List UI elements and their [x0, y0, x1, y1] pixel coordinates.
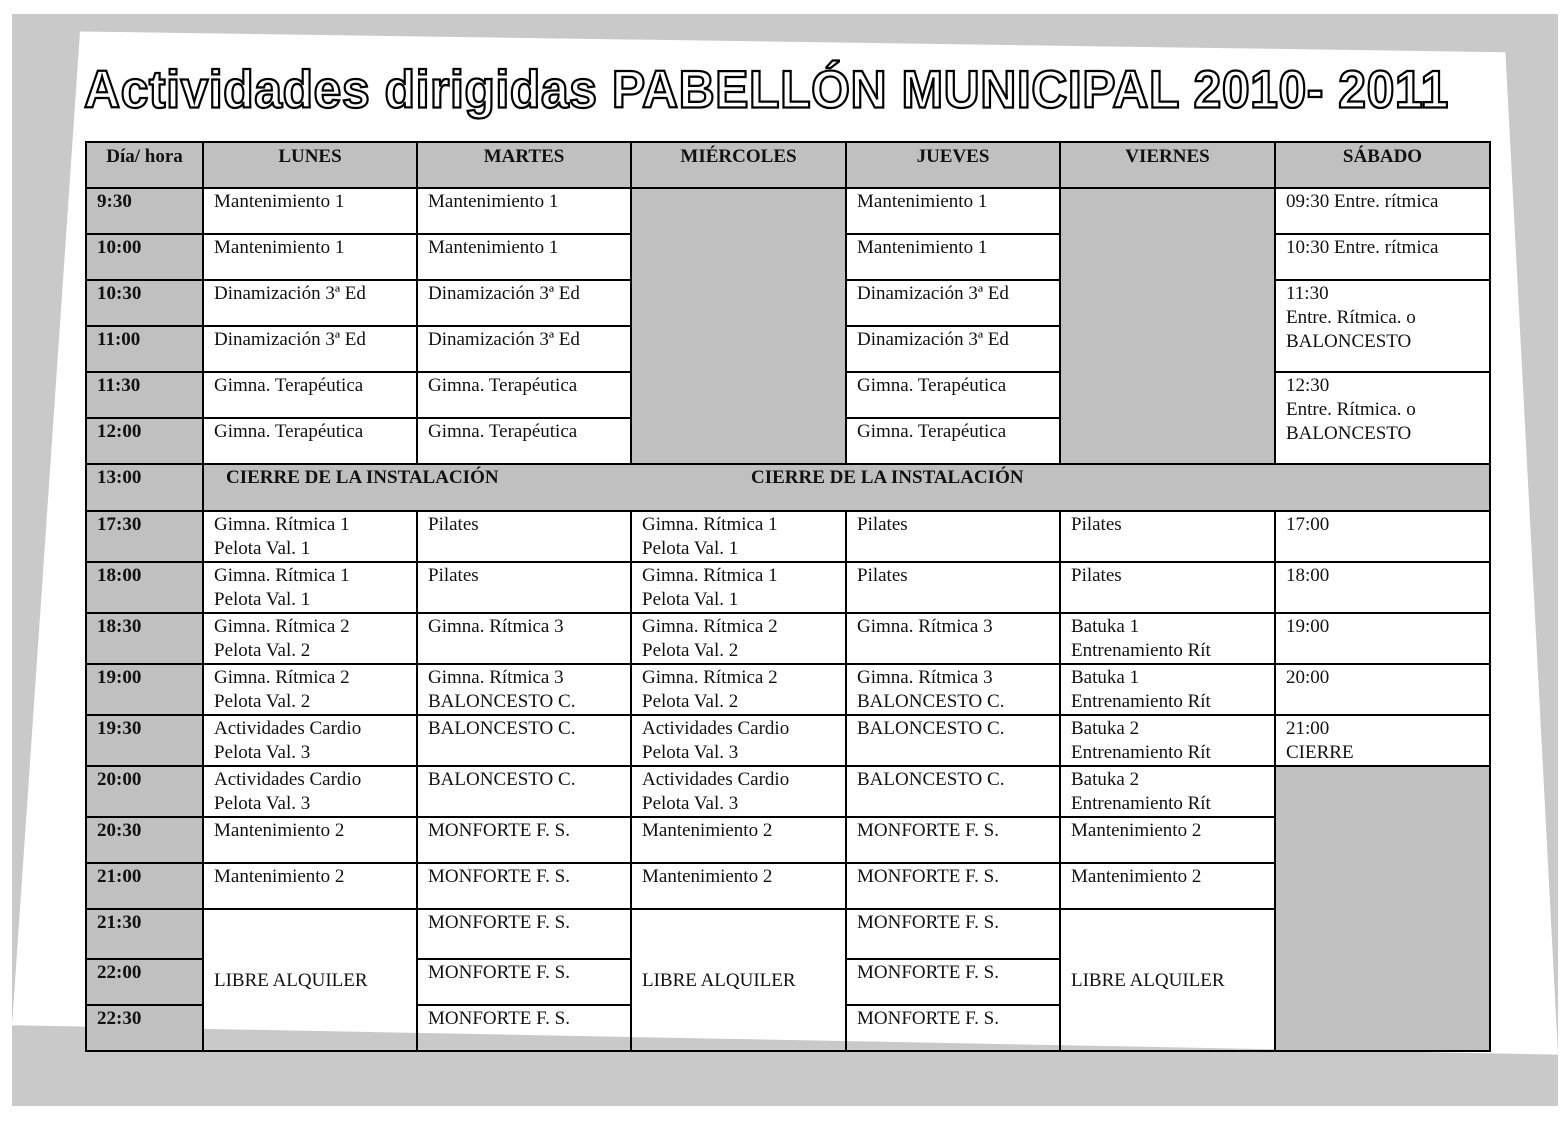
cell-text: Pilates	[857, 565, 908, 586]
table-row	[86, 511, 1490, 562]
schedule-cell	[631, 715, 846, 766]
cell-text: Actividades Cardio	[214, 769, 362, 790]
schedule-cell	[203, 715, 417, 766]
cell-text: 21:00	[1286, 718, 1330, 739]
schedule-cell	[631, 511, 846, 562]
schedule-table	[85, 141, 1491, 1052]
schedule-cell	[1275, 715, 1490, 766]
schedule-cell	[417, 511, 631, 562]
header-day	[1275, 142, 1490, 188]
time-cell	[86, 562, 203, 613]
schedule-cell	[203, 817, 417, 863]
cell-text: MONFORTE F. S.	[428, 962, 570, 983]
schedule-cell	[846, 562, 1060, 613]
cell-text: VIERNES	[1125, 146, 1210, 167]
cell-text: Pilates	[1071, 565, 1122, 586]
cell-text: MONFORTE F. S.	[857, 912, 999, 933]
libre-alquiler-cell	[203, 909, 417, 1051]
time-cell	[86, 372, 203, 418]
time-cell	[86, 418, 203, 464]
cell-text: Mantenimiento 1	[214, 191, 345, 212]
schedule-cell	[1060, 613, 1275, 664]
schedule-cell	[203, 613, 417, 664]
schedule-cell	[846, 715, 1060, 766]
cell-text: Gimna. Terapéutica	[214, 421, 364, 442]
cell-text: 11:30	[1286, 283, 1329, 304]
cell-text: Dinamización 3ª Ed	[428, 283, 580, 304]
cell-text: Gimna. Rítmica 2	[642, 616, 778, 637]
cell-text: 18:30	[97, 616, 142, 637]
cell-text: Gimna. Terapéutica	[428, 375, 578, 396]
closed-block	[1060, 188, 1275, 464]
schedule-cell	[203, 372, 417, 418]
cell-text: Gimna. Rítmica 1	[214, 565, 350, 586]
cell-text: Actividades Cardio	[642, 769, 790, 790]
cell-text: 19:00	[97, 667, 142, 688]
schedule-cell	[1060, 766, 1275, 817]
schedule-cell	[1060, 562, 1275, 613]
cell-text: 11:30	[97, 375, 141, 396]
schedule-cell	[417, 766, 631, 817]
schedule-cell	[1060, 715, 1275, 766]
schedule-cell	[417, 372, 631, 418]
cell-text: Pelota Val. 2	[214, 691, 311, 712]
cell-text: 09:30 Entre. rítmica	[1286, 191, 1439, 212]
schedule-cell	[846, 909, 1060, 959]
cell-text: 19:30	[97, 718, 142, 739]
cell-text: Mantenimiento 1	[428, 237, 559, 258]
schedule-cell	[631, 863, 846, 909]
cell-text: LIBRE ALQUILER	[1071, 969, 1225, 991]
cell-text: Entrenamiento Rít	[1071, 640, 1211, 661]
cell-text: 22:00	[97, 962, 142, 983]
schedule-cell	[417, 863, 631, 909]
cell-text: MARTES	[483, 146, 565, 167]
cell-text: SÁBADO	[1342, 146, 1423, 167]
cell-text: LIBRE ALQUILER	[214, 969, 368, 991]
schedule-cell	[1275, 613, 1490, 664]
schedule-cell	[417, 613, 631, 664]
time-cell	[86, 464, 203, 511]
header-day	[846, 142, 1060, 188]
time-cell	[86, 715, 203, 766]
cell-text: Entre. Rítmica. o	[1286, 399, 1416, 420]
schedule-cell	[846, 863, 1060, 909]
cell-text: Pelota Val. 1	[214, 538, 311, 559]
schedule-cell	[1060, 511, 1275, 562]
cell-text: 11:00	[97, 329, 141, 350]
schedule-cell	[1275, 188, 1490, 234]
cell-text: 21:30	[97, 912, 142, 933]
time-cell	[86, 817, 203, 863]
cell-text: Entre. Rítmica. o	[1286, 307, 1416, 328]
schedule-cell	[417, 234, 631, 280]
schedule-cell	[846, 959, 1060, 1005]
schedule-cell	[631, 613, 846, 664]
time-cell	[86, 326, 203, 372]
cell-text: 17:30	[97, 514, 142, 535]
cell-text: BALONCESTO C.	[428, 769, 576, 790]
cell-text: Gimna. Rítmica 2	[642, 667, 778, 688]
cell-text: Pilates	[428, 514, 479, 535]
cell-text: Dinamización 3ª Ed	[214, 329, 366, 350]
time-cell	[86, 1005, 203, 1051]
schedule-cell	[417, 959, 631, 1005]
libre-alquiler-cell	[631, 909, 846, 1051]
schedule-cell	[846, 188, 1060, 234]
cell-text: Batuka 1	[1071, 667, 1140, 688]
cell-text: BALONCESTO	[1286, 331, 1412, 352]
cell-text: 19:00	[1286, 616, 1330, 637]
time-cell	[86, 511, 203, 562]
time-cell	[86, 909, 203, 959]
cell-text: Pilates	[857, 514, 908, 535]
cell-text: MONFORTE F. S.	[857, 820, 999, 841]
cell-text: 12:00	[97, 421, 142, 442]
schedule-cell	[203, 326, 417, 372]
cell-text: Entrenamiento Rít	[1071, 742, 1211, 763]
cell-text: BALONCESTO C.	[857, 718, 1005, 739]
cell-text: Gimna. Terapéutica	[857, 421, 1007, 442]
cell-text: Mantenimiento 2	[1071, 866, 1202, 887]
cell-text: Gimna. Rítmica 3	[857, 616, 993, 637]
time-cell	[86, 188, 203, 234]
cell-text: BALONCESTO C.	[428, 691, 576, 712]
cell-text: Pelota Val. 2	[642, 691, 739, 712]
cell-text: Gimna. Rítmica 3	[428, 667, 564, 688]
cell-text: Pilates	[1071, 514, 1122, 535]
schedule-cell	[417, 562, 631, 613]
cell-text: 12:30	[1286, 375, 1330, 396]
schedule-cell	[203, 766, 417, 817]
cell-text: Gimna. Terapéutica	[857, 375, 1007, 396]
cell-text: Mantenimiento 1	[428, 191, 559, 212]
cell-text: Pelota Val. 1	[214, 589, 311, 610]
table-row	[86, 664, 1490, 715]
schedule-cell	[1275, 372, 1490, 464]
cell-text: 17:00	[1286, 514, 1330, 535]
cell-text: Gimna. Rítmica 1	[214, 514, 350, 535]
time-cell	[86, 613, 203, 664]
cell-text: MONFORTE F. S.	[428, 820, 570, 841]
schedule-cell	[417, 817, 631, 863]
schedule-cell	[846, 234, 1060, 280]
schedule-cell	[631, 664, 846, 715]
cell-text: CIERRE	[1286, 742, 1354, 763]
closure-label: CIERRE DE LA INSTALACIÓN	[226, 467, 499, 488]
cell-text: 20:30	[97, 820, 142, 841]
table-row	[86, 613, 1490, 664]
libre-alquiler-cell	[1060, 909, 1275, 1051]
cell-text: MONFORTE F. S.	[428, 866, 570, 887]
table-row	[86, 715, 1490, 766]
schedule-cell	[203, 664, 417, 715]
time-cell	[86, 766, 203, 817]
cell-text: Batuka 2	[1071, 769, 1140, 790]
schedule-cell	[631, 766, 846, 817]
cell-text: Dinamización 3ª Ed	[428, 329, 580, 350]
schedule-cell	[1275, 562, 1490, 613]
cell-text: Mantenimiento 2	[642, 866, 773, 887]
cell-text: 18:00	[1286, 565, 1330, 586]
schedule-cell	[846, 664, 1060, 715]
schedule-cell	[846, 766, 1060, 817]
schedule-cell	[631, 562, 846, 613]
schedule-cell	[1060, 863, 1275, 909]
schedule-cell	[417, 280, 631, 326]
cell-text: Dinamización 3ª Ed	[857, 283, 1009, 304]
schedule-cell	[417, 188, 631, 234]
cell-text: Pelota Val. 1	[642, 589, 739, 610]
cell-text: Mantenimiento 2	[214, 866, 345, 887]
schedule-cell	[203, 511, 417, 562]
cell-text: 10:00	[97, 237, 142, 258]
page-title: Actividades dirigidas PABELLÓN MUNICIPAL 2010- 2011	[84, 60, 1449, 120]
schedule-cell	[1275, 664, 1490, 715]
cell-text: Pelota Val. 2	[642, 640, 739, 661]
time-cell	[86, 959, 203, 1005]
header-day	[203, 142, 417, 188]
schedule-cell	[846, 280, 1060, 326]
cell-text: LUNES	[278, 146, 342, 167]
cell-text: 22:30	[97, 1008, 142, 1029]
table-row	[86, 464, 1490, 511]
cell-text: Mantenimiento 2	[1071, 820, 1202, 841]
cell-text: Dinamización 3ª Ed	[857, 329, 1009, 350]
closed-block	[1275, 766, 1490, 1051]
schedule-cell	[1275, 234, 1490, 280]
cell-text: Gimna. Rítmica 1	[642, 565, 778, 586]
cell-text: MONFORTE F. S.	[857, 866, 999, 887]
cell-text: Pelota Val. 3	[214, 793, 311, 814]
header-day	[1060, 142, 1275, 188]
cell-text: Gimna. Terapéutica	[428, 421, 578, 442]
cell-text: 21:00	[97, 866, 142, 887]
closure-row	[203, 464, 1490, 511]
schedule-cell	[203, 418, 417, 464]
cell-text: BALONCESTO	[1286, 423, 1412, 444]
schedule-cell	[203, 863, 417, 909]
schedule-cell	[631, 817, 846, 863]
cell-text: Gimna. Rítmica 2	[214, 667, 350, 688]
cell-text: LIBRE ALQUILER	[642, 969, 796, 991]
schedule-cell	[203, 234, 417, 280]
cell-text: Gimna. Rítmica 1	[642, 514, 778, 535]
schedule-cell	[417, 1005, 631, 1051]
cell-text: Mantenimiento 2	[642, 820, 773, 841]
schedule-cell	[846, 326, 1060, 372]
schedule-cell	[1060, 664, 1275, 715]
schedule-cell	[417, 664, 631, 715]
schedule-cell	[417, 909, 631, 959]
cell-text: BALONCESTO C.	[857, 691, 1005, 712]
header-row	[86, 142, 1490, 188]
schedule-cell	[1275, 511, 1490, 562]
cell-text: Pelota Val. 3	[214, 742, 311, 763]
time-cell	[86, 664, 203, 715]
cell-text: Pelota Val. 3	[642, 793, 739, 814]
cell-text: Gimna. Rítmica 3	[857, 667, 993, 688]
schedule-cell	[846, 511, 1060, 562]
table-row	[86, 766, 1490, 817]
cell-text: Entrenamiento Rít	[1071, 691, 1211, 712]
cell-text: Entrenamiento Rít	[1071, 793, 1211, 814]
cell-text: BALONCESTO C.	[428, 718, 576, 739]
cell-text: Dinamización 3ª Ed	[214, 283, 366, 304]
closure-label: CIERRE DE LA INSTALACIÓN	[751, 467, 1024, 488]
cell-text: Actividades Cardio	[214, 718, 362, 739]
cell-text: MONFORTE F. S.	[857, 1008, 999, 1029]
table-row	[86, 562, 1490, 613]
cell-text: Gimna. Rítmica 3	[428, 616, 564, 637]
cell-text: 10:30	[97, 283, 142, 304]
cell-text: JUEVES	[916, 146, 990, 167]
cell-text: Pilates	[428, 565, 479, 586]
header-time	[86, 142, 203, 188]
cell-text: 20:00	[97, 769, 142, 790]
cell-text: 13:00	[97, 467, 142, 488]
schedule-cell	[1060, 817, 1275, 863]
cell-text: MONFORTE F. S.	[428, 1008, 570, 1029]
schedule-cell	[1275, 280, 1490, 372]
time-cell	[86, 280, 203, 326]
cell-text: Batuka 2	[1071, 718, 1140, 739]
cell-text: Mantenimiento 1	[857, 237, 988, 258]
cell-text: 20:00	[1286, 667, 1330, 688]
cell-text: 9:30	[97, 191, 132, 212]
cell-text: Gimna. Rítmica 2	[214, 616, 350, 637]
schedule-cell	[417, 715, 631, 766]
cell-text: Mantenimiento 1	[214, 237, 345, 258]
cell-text: Pelota Val. 2	[214, 640, 311, 661]
schedule-cell	[846, 817, 1060, 863]
table-row	[86, 188, 1490, 234]
schedule-cell	[846, 613, 1060, 664]
cell-text: 18:00	[97, 565, 142, 586]
schedule-cell	[846, 418, 1060, 464]
schedule-cell	[203, 280, 417, 326]
time-cell	[86, 234, 203, 280]
cell-text: 10:30 Entre. rítmica	[1286, 237, 1439, 258]
cell-text: Actividades Cardio	[642, 718, 790, 739]
schedule-cell	[203, 188, 417, 234]
schedule-cell	[203, 562, 417, 613]
cell-text: Batuka 1	[1071, 616, 1140, 637]
cell-text: MIÉRCOLES	[680, 146, 797, 167]
closed-block	[631, 188, 846, 464]
header-day	[417, 142, 631, 188]
schedule-cell	[846, 372, 1060, 418]
cell-text: MONFORTE F. S.	[857, 962, 999, 983]
schedule-cell	[846, 1005, 1060, 1051]
schedule-cell	[417, 418, 631, 464]
cell-text: Mantenimiento 2	[214, 820, 345, 841]
cell-text: Pelota Val. 3	[642, 742, 739, 763]
cell-text: Día/ hora	[106, 146, 183, 167]
schedule-cell	[417, 326, 631, 372]
cell-text: Gimna. Terapéutica	[214, 375, 364, 396]
cell-text: MONFORTE F. S.	[428, 912, 570, 933]
cell-text: BALONCESTO C.	[857, 769, 1005, 790]
time-cell	[86, 863, 203, 909]
cell-text: Pelota Val. 1	[642, 538, 739, 559]
cell-text: Mantenimiento 1	[857, 191, 988, 212]
header-day	[631, 142, 846, 188]
